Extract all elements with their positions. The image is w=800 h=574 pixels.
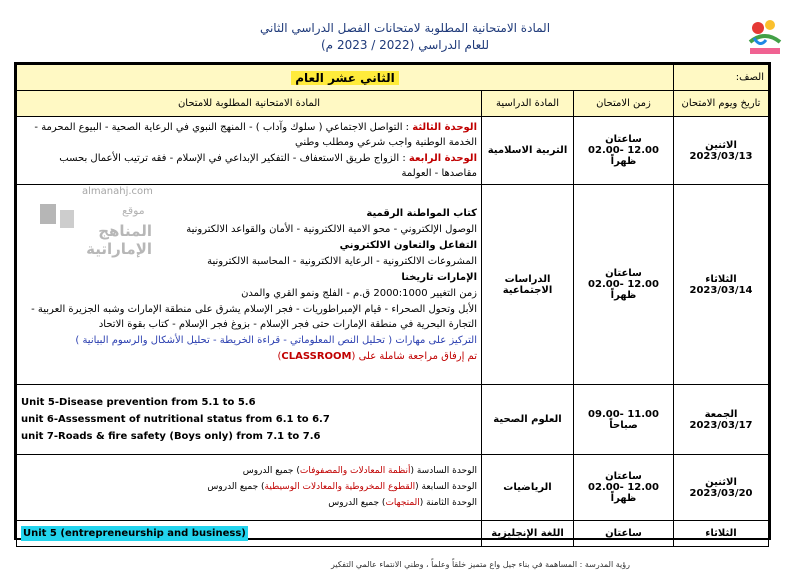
exam-duration: ساعتان <box>605 471 642 482</box>
section-topics: الأبل وتحول الصحراء - قيام الإمبراطوريات - فجر الإسلام يشرق على منطقة الإمارات وشبه الجزيرة العربية - التجارة البحرية في منطقة الإمارات حتى فجر الإسلام - بزوغ فجر الإسلام - كتاب بقوة الاتحاد <box>31 303 477 330</box>
column-header-row <box>17 91 769 117</box>
classroom-note <box>21 349 477 364</box>
math-unit-6-post: ) جميع الدروس <box>242 466 300 476</box>
classroom-note-pre: تم إرفاق مراجعة شاملة على ( <box>351 350 477 362</box>
unit-3-label: الوحدة الثالثة <box>412 122 477 133</box>
watermark-url: almanahj.com <box>82 186 153 197</box>
skills-focus-note: التركيز على مهارات ( تحليل النص المعلوماتي - قراءة الخريطة - تحليل الأشكال والرسوم البيانية ) <box>75 334 477 346</box>
exam-time: 12.00 -02.00 ظهراً <box>588 279 659 301</box>
exam-day: الاثنين <box>705 139 737 151</box>
unit-7-item: unit 7-Roads & fire safety (Boys only) from 7.1 to 7.6 <box>21 431 321 442</box>
section-heading: الإمارات تاريخنا <box>401 271 477 283</box>
exam-day: الثلاثاء <box>705 273 737 285</box>
duration-cell <box>574 455 674 521</box>
table-row <box>17 455 769 521</box>
classroom-note-post: ) <box>277 350 282 362</box>
site-watermark <box>22 186 152 256</box>
subject-cell: اللغة الإنجليزية <box>482 521 574 547</box>
content-cell <box>17 521 482 547</box>
page-title <box>215 20 595 54</box>
watermark-line-1: موقع <box>122 204 145 217</box>
exam-duration: ساعتان <box>605 268 642 279</box>
subject-cell <box>482 185 574 385</box>
exam-duration: ساعتان <box>605 134 642 145</box>
exam-time: 12.00 -02.00 ظهراً <box>588 482 659 504</box>
date-cell <box>674 385 769 455</box>
exam-time-line-1: 11.00 -09.00 <box>588 408 659 420</box>
math-unit-6 <box>21 464 477 479</box>
unit-4-text: : الزواج طريق الاستعفاف - التفكير الإبداعي في الإسلام - فقه ترتيب الأعمال بحسب مقاصدها - العولمة <box>59 153 477 179</box>
col-duration-header: زمن الامتحان <box>574 91 674 117</box>
subject-cell: الرياضيات <box>482 455 574 521</box>
duration-cell <box>574 185 674 385</box>
math-unit-8-post: ) جميع الدروس <box>328 498 386 508</box>
exam-date: 2023/03/13 <box>689 150 753 162</box>
grade-value-cell <box>17 65 674 91</box>
english-unit-highlight: Unit 5 (entrepreneurship and business) <box>23 528 246 539</box>
date-cell <box>674 185 769 385</box>
title-line-2: للعام الدراسي (2022 / 2023 م) <box>321 38 489 52</box>
date-cell <box>674 455 769 521</box>
unit-4-topics <box>21 151 477 181</box>
content-cell <box>17 117 482 185</box>
schedule-grid <box>16 64 769 547</box>
exam-day: الجمعة <box>704 408 738 420</box>
exam-duration: ساعتان <box>605 528 642 539</box>
math-unit-7-pre: الوحدة السابعة ( <box>415 482 477 492</box>
math-unit-7 <box>21 480 477 495</box>
date-cell <box>674 521 769 547</box>
subject-cell: العلوم الصحية <box>482 385 574 455</box>
subject-line-2: الاجتماعية <box>502 284 553 296</box>
grade-label: الصف: <box>735 72 764 83</box>
math-unit-6-pre: الوحدة السادسة ( <box>410 466 477 476</box>
unit-3-topics <box>21 120 477 150</box>
exam-time-line-2: صباحاً <box>609 419 638 431</box>
classroom-word: CLASSROOM <box>281 350 352 362</box>
table-row <box>17 521 769 547</box>
unit-5-item: Unit 5-Disease prevention from 5.1 to 5.6 <box>21 397 256 408</box>
table-row <box>17 385 769 455</box>
col-content-header: المادة الامتحانية المطلوبة للامتحان <box>17 91 482 117</box>
date-cell <box>674 117 769 185</box>
content-cell <box>17 385 482 455</box>
exam-schedule-table <box>14 62 771 540</box>
grade-label-cell <box>674 65 769 91</box>
section-topics: الوصول الإلكتروني - محو الامية الالكترونية - الأمان والقواعد الالكترونية <box>186 223 477 235</box>
duration-cell <box>574 385 674 455</box>
title-line-1: المادة الامتحانية المطلوبة لامتحانات الفصل الدراسي الثاني <box>259 21 551 35</box>
unit-4-label: الوحدة الرابعة <box>408 153 477 164</box>
page-header <box>0 0 800 62</box>
exam-day: الثلاثاء <box>705 528 737 539</box>
section-heading: التفاعل والتعاون الالكتروني <box>339 239 477 251</box>
math-unit-8-pre: الوحدة الثامنة ( <box>419 498 477 508</box>
exam-date: 2023/03/17 <box>689 419 753 431</box>
section-heading: كتاب المواطنة الرقمية <box>366 207 477 219</box>
section-topics: زمن التغيير 2000:1000 ق.م - الفلج ونمو القري والمدن <box>241 287 477 299</box>
math-unit-7-title: القطوع المخروطية والمعادلات الوسيطية <box>264 482 416 492</box>
col-subject-header: المادة الدراسية <box>482 91 574 117</box>
exam-date: 2023/03/20 <box>689 487 753 499</box>
math-unit-8-title: المتجهات <box>385 498 420 508</box>
watermark-line-2: المناهج الإماراتية <box>86 222 152 258</box>
unit-3-text: : التواصل الاجتماعي ( سلوك وآداب ) - المنهج النبوي في الرعاية الصحية - البيوع المحرمة - الخدمة الوطنية واجب شرعي ومطلب وطني <box>34 122 477 148</box>
english-unit-item <box>21 526 477 541</box>
duration-cell <box>574 117 674 185</box>
table-row <box>17 117 769 185</box>
subject-cell: التربية الاسلامية <box>482 117 574 185</box>
school-vision-footer: رؤية المدرسة : المساهمة في بناء جيل واع متميز خلقاً وعلماً ، وطني الانتماء عالمي التفكير <box>330 560 630 569</box>
exam-date: 2023/03/14 <box>689 284 753 296</box>
content-cell <box>17 455 482 521</box>
grade-value: الثاني عشر العام <box>291 71 399 85</box>
math-unit-7-post: ) جميع الدروس <box>207 482 265 492</box>
exam-day: الاثنين <box>705 476 737 488</box>
math-unit-8 <box>21 496 477 511</box>
section-topics: المشروعات الالكترونية - الرعاية الالكترونية - المحاسبة الالكترونية <box>207 255 477 267</box>
school-logo-icon <box>740 12 790 58</box>
math-unit-6-title: أنظمة المعادلات والمصفوفات <box>299 466 411 476</box>
exam-time: 12.00 -02.00 ظهراً <box>588 145 659 167</box>
col-date-header: تاريخ ويوم الامتحان <box>674 91 769 117</box>
duration-cell <box>574 521 674 547</box>
subject-line-1: الدراسات <box>504 273 551 285</box>
unit-6-item: unit 6-Assessment of nutritional status from 6.1 to 6.7 <box>21 414 330 425</box>
